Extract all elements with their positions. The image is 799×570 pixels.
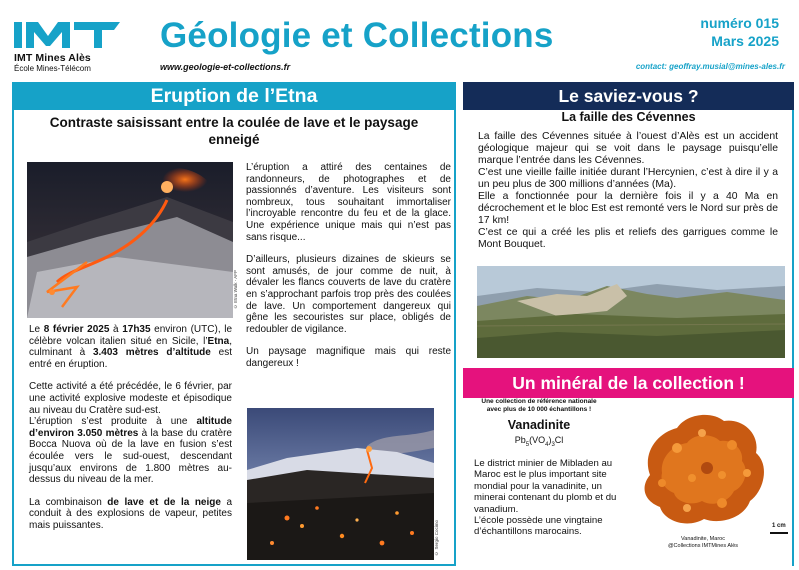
saviez-para-1: La faille des Cévennes située à l’ouest d’Alès est un accident géologique majeur qui se voit dans le paysage puisqu’elle marque l’entrée dans les Cévennes. (478, 131, 778, 166)
mineral-heading: Un minéral de la collection ! (463, 368, 794, 398)
photo-credit-2: © Sergio Cocimo (434, 520, 439, 556)
scale-label: 1 cm (772, 523, 786, 529)
photo-credit-1: © Etna Walk - AFP (233, 270, 238, 310)
etna-heading: Eruption de l’Etna (12, 82, 456, 110)
scale-bar (770, 532, 788, 534)
mineral-photo-caption (628, 536, 778, 550)
imt-logo-mark (14, 22, 120, 48)
etna-para-2: Cette activité a été précédée, le 6 février, par une activité explosive modeste et épisodique au niveau du Cratère sud-est. (29, 381, 232, 416)
mineral-para-2: L’école possède une vingtaine d’échantillons marocains. (474, 515, 603, 538)
etna-right-text (246, 162, 451, 370)
contact-email[interactable]: contact: geoffray.musial@mines-ales.fr (635, 62, 785, 71)
issue-number: numéro 015 (700, 15, 779, 31)
newsletter-title: Géologie et Collections (160, 16, 554, 55)
etna-right-para-2: D’ailleurs, plusieurs dizaines de skieurs se sont amusés, de jour comme de nuit, à dévaler les flancs couverts de lave du cratère en s’approchant parfois trop près des coulées de lave. Un comportement dangereux qui gêne les secouristes sur place, obligés de redoubler de vigilance. (246, 254, 451, 335)
caption-line-2: @Collections IMTMines Alès (667, 543, 739, 549)
mineral-para-1: Le district minier de Mibladen au Maroc est le plus important site mondial pour la vanadinite, un minerai contenant du plomb et du vanadium. (474, 458, 617, 515)
saviez-heading: Le saviez-vous ? (463, 82, 794, 110)
saviez-subtitle: La faille des Cévennes (561, 110, 696, 124)
saviez-text (478, 131, 778, 251)
etna-para-1: Le 8 février 2025 à 17h35 environ (UTC), le célèbre volcan italien situé en Sicile, l’Etna, culminant à 3.403 mètres d’altitude est entré en éruption. (29, 324, 232, 370)
etna-para-3: L’éruption s’est produite à une altitude d’environ 3.050 mètres à la base du cratère Bocca Nuova où de la lave en fusion s’est écoulée vers le sud-ouest, descendant jusqu’aux environs de 1.800 mètres au-dessus du niveau de la mer. (29, 416, 232, 486)
issue-date: Mars 2025 (711, 33, 779, 49)
etna-eruption-photo (27, 162, 233, 318)
mineral-name: Vanadinite (507, 418, 571, 432)
saviez-para-3: Elle a fonctionnée pour la dernière fois il y a 40 Ma en décrochement et le bloc Est est remonté vers le Nord sur près de 17 km! (478, 191, 778, 226)
saviez-para-2: C’est une vieille faille initiée durant l’Hercynien, c’est à dire il y a un peu plus de 300 millions d’années (Ma). (478, 167, 778, 190)
logo-subtitle: École Mines-Télécom (14, 64, 91, 73)
etna-left-text (29, 324, 232, 532)
caption-line-1: Vanadinite, Maroc (681, 536, 725, 542)
mineral-formula: $Pb_5(VO_4)_3Cl$ (514, 435, 564, 448)
imt-logo (14, 22, 126, 72)
collection-reference-line-1: Une collection de référence nationale (481, 398, 597, 405)
etna-para-4: La combinaison de lave et de la neige a conduit à des explosions de vapeur, petites mais puissantes. (29, 496, 233, 531)
issue-info (700, 14, 779, 50)
saviez-para-4: C’est ce qui a créé les plis et reliefs des garrigues comme le Mont Bouquet. (478, 227, 778, 250)
mineral-text (474, 458, 620, 538)
cevennes-landscape-photo (477, 266, 785, 358)
logo-name: IMT Mines Alès (14, 52, 91, 64)
etna-night-photo (247, 408, 434, 560)
etna-subtitle: Contraste saisissant entre la coulée de lave et le paysage enneigé (49, 115, 419, 147)
collection-reference-line-2: avec plus de 10 000 échantillons ! (486, 406, 592, 413)
website-link[interactable]: www.geologie-et-collections.fr (160, 62, 291, 72)
collection-reference (468, 398, 610, 414)
etna-right-para-3: Un paysage magnifique mais qui reste dangereux ! (246, 346, 451, 369)
vanadinite-photo (632, 403, 777, 535)
etna-right-para-1: L’éruption a attiré des centaines de randonneurs, de photographes et de passionnés d’aventure. Les visiteurs sont nombreux, tous souhaitant immortaliser l’incroyable rencontre du feu et de la glace. Une expérience unique mais qui n’est pas sans risque... (246, 162, 451, 243)
